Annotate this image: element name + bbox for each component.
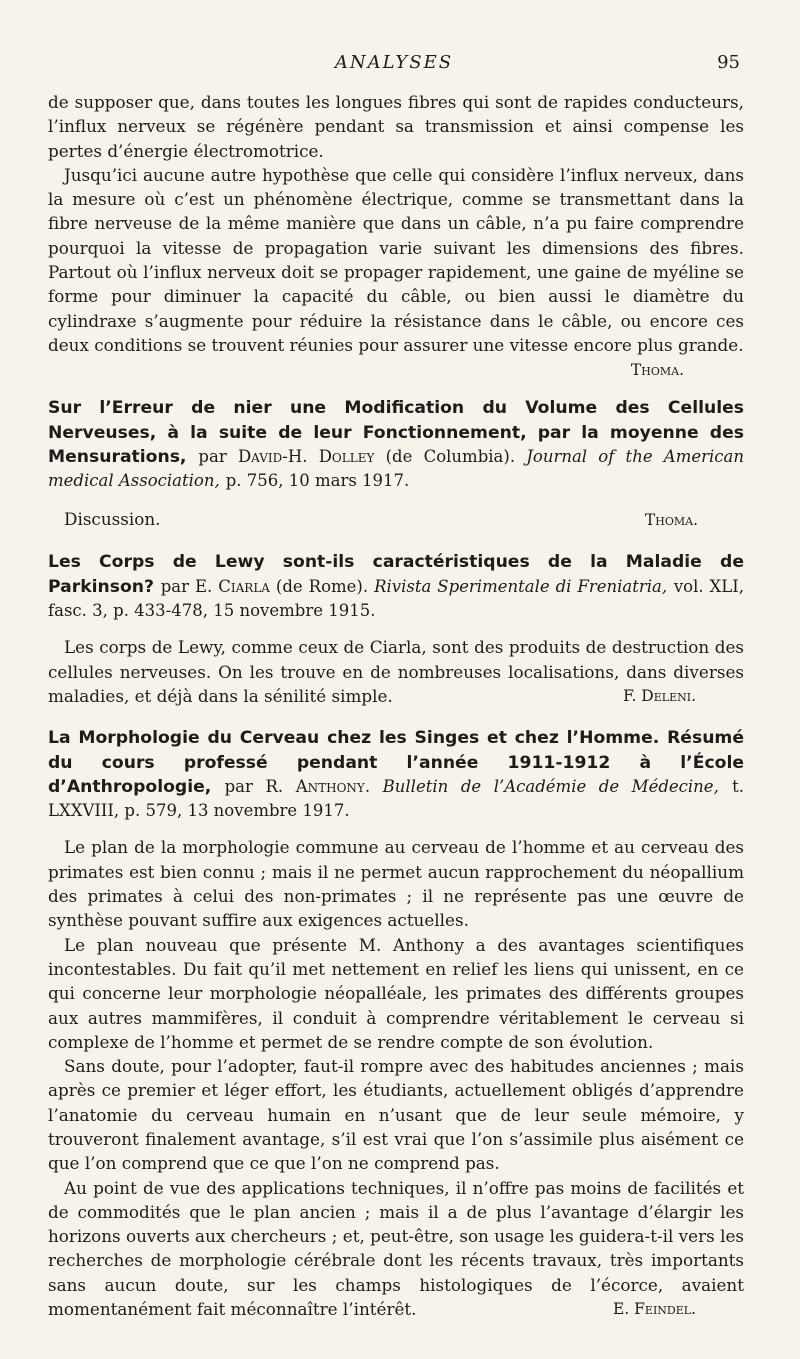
article-1-body — [48, 507, 744, 532]
article-2-author: par E. Ciarla (de Rome). — [160, 576, 369, 596]
article-2-journal: Rivista Sperimentale di Freniatria, — [374, 576, 668, 596]
article-1-journal: Journal of the American medical Association, — [48, 446, 744, 491]
article-3-paragraph-2: Le plan nouveau que présente M. Anthony a des avantages scientifiques incontestables. Du fait qu’il met nettement en relief les liens qui unissent, en ce qui concerne leur morphologie néopalléale, les primates des différents groupes aux autres mammifères, il conduit à comprendre véritablement le cerveau si complexe de l’homme et permet de se rendre compte de son évolution. — [48, 934, 744, 1052]
article-1-author: par David-H. Dolley (de Columbia). — [198, 446, 516, 466]
article-1-heading — [48, 396, 744, 493]
intro-paragraph-1: de supposer que, dans toutes les longues fibres qui sont de rapides conducteurs, l’influx nerveux se régénère pendant sa transmission et ainsi compense les pertes d’énergie électromotrice. — [48, 92, 744, 161]
article-1-signature: Thoma. — [644, 511, 698, 530]
article-2-text: Les corps de Lewy, comme ceux de Ciarla, sont des produits de destruction des cellules nerveuses. On les trouve en de nombreuses localisations, dans diverses maladies, et déjà dans la sénilité simple. — [48, 637, 744, 706]
article-1-reference: p. 756, 10 mars 1917. — [225, 471, 410, 491]
article-2-signature: F. Deleni. — [623, 686, 696, 705]
article-2-heading — [48, 550, 744, 623]
article-3-paragraph-1: Le plan de la morphologie commune au cerveau de l’homme et au cerveau des primates est bien connu ; mais il ne permet aucun rapprochement du néopallium des primates à celui des non-primates ; il ne représente pas une œuvre de synthèse pouvant suffire aux exigences actuelles. — [48, 837, 744, 931]
intro-paragraph-2: Jusqu’ici aucune autre hypothèse que celle qui considère l’influx nerveux, dans la mesure où c’est un phénomène électrique, comme se transmettant dans la fibre nerveuse de la même manière que dans un câble, n’a pu faire comprendre pourquoi la vitesse de propagation varie suivant les dimensions des fibres. Partout où l’influx nerveux doit se propager rapidement, une gaine de myéline se forme pour diminuer la capacité du câble, ou bien aussi le diamètre du cylindraxe s’augmente pour réduire la résistance dans le câble, ou encore ces deux conditions se trouvent réunies pour assurer une vitesse encore plus grande. — [48, 164, 744, 355]
article-1-title: Sur l’Erreur de nier une Modification du Volume des Cellules Nerveuses, à la suite de leur Fonctionnement, par la moyenne des Mensurations, — [48, 398, 744, 467]
article-3-signature: E. Feindel. — [612, 1300, 696, 1319]
running-header — [48, 52, 740, 82]
page-number: 95 — [717, 52, 740, 73]
intro-signature: Thoma. — [630, 361, 684, 380]
article-3-heading — [48, 726, 744, 823]
article-3-author: par R. Anthony. — [224, 776, 371, 796]
article-2-body — [48, 635, 744, 708]
running-title: ANALYSES — [334, 52, 454, 73]
article-3-paragraph-4-text: Au point de vue des applications techniques, il n’offre pas moins de facilités et de commodités que le plan ancien ; mais il a de plus l’avantage d’élargir les horizons ouverts aux chercheurs ; et, peut-être, son usage les guidera-t-il vers les recherches de morphologie cérébrale dont les récents travaux, très importants sans aucun doute, sur les champs histologiques de l’écorce, avaient momentanément fait méconnaître l’intérêt. — [48, 1177, 744, 1320]
article-3-paragraph-3: Sans doute, pour l’adopter, faut-il rompre avec des habitudes anciennes ; mais après ce premier et léger effort, les étudiants, actuellement obligés d’apprendre l’anatomie du cerveau humain en n’usant que de leur seule mémoire, y trouveront finalement avantage, s’il est vrai que l’on s’assimile plus aisément ce que l’on comprend que ce que l’on ne comprend pas. — [48, 1056, 744, 1174]
article-1-text: Discussion. — [64, 509, 161, 530]
article-2-title: Les Corps de Lewy sont-ils caractéristiques de la Maladie de Parkinson? — [48, 552, 744, 597]
article-2-reference: vol. XLI, fasc. 3, p. 433-478, 15 novembre 1915. — [48, 576, 745, 621]
page-content — [48, 90, 744, 1321]
article-3-title: La Morphologie du Cerveau chez les Singes et chez l’Homme. Résumé du cours professé pendant l’année 1911-1912 à l’École d’Anthropologie, — [48, 728, 744, 797]
article-3-reference: t. LXXVIII, p. 579, 13 novembre 1917. — [48, 776, 744, 821]
article-3-journal: Bulletin de l’Académie de Médecine, — [382, 776, 719, 796]
article-3-paragraph-4 — [48, 1176, 744, 1322]
